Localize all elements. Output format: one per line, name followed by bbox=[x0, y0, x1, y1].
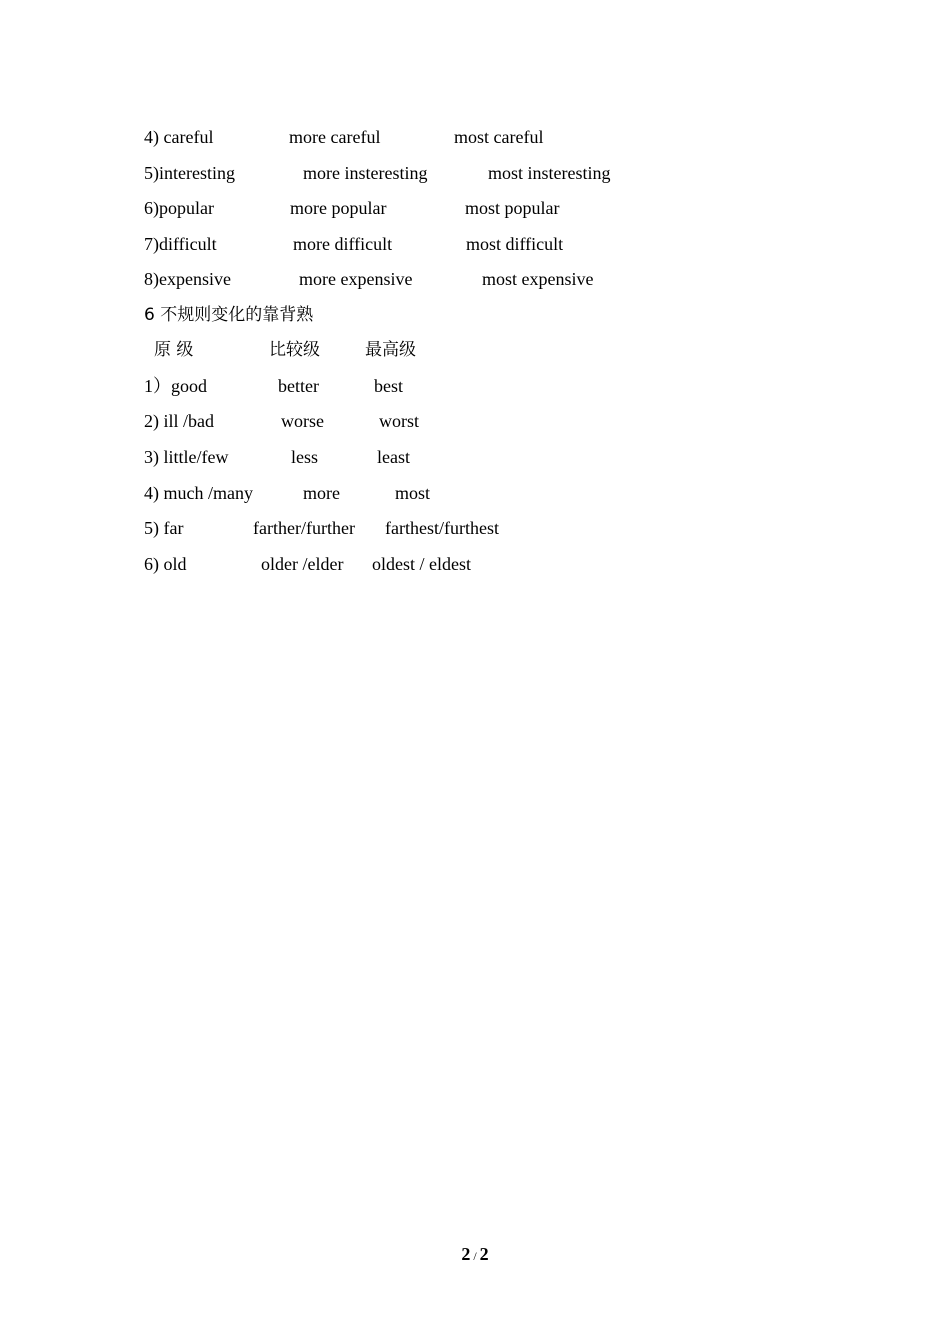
superlative-form: best bbox=[374, 376, 403, 396]
irregular-row bbox=[0, 480, 950, 506]
superlative-form: worst bbox=[379, 411, 419, 431]
irregular-row bbox=[0, 373, 950, 399]
comparative-form: better bbox=[278, 376, 319, 396]
regular-row bbox=[0, 160, 950, 186]
regular-row bbox=[0, 266, 950, 292]
base-form: 8)expensive bbox=[144, 269, 231, 289]
base-form: 4) careful bbox=[144, 127, 214, 147]
column-header-row bbox=[0, 337, 950, 363]
base-form: 4) much /many bbox=[144, 483, 253, 503]
page-number bbox=[0, 1242, 950, 1268]
base-form: 3) little/few bbox=[144, 447, 229, 467]
superlative-form: most careful bbox=[454, 127, 544, 147]
comparative-form: more popular bbox=[290, 198, 387, 218]
comparative-form: less bbox=[291, 447, 318, 467]
base-form: 6) old bbox=[144, 554, 187, 574]
superlative-form: farthest/furthest bbox=[385, 518, 499, 538]
superlative-form: most insteresting bbox=[488, 163, 611, 183]
irregular-row bbox=[0, 551, 950, 577]
irregular-row bbox=[0, 444, 950, 470]
superlative-form: most difficult bbox=[466, 234, 564, 254]
current-page-number: 2 bbox=[461, 1244, 471, 1264]
regular-row bbox=[0, 195, 950, 221]
page-number-separator: / bbox=[473, 1249, 477, 1263]
superlative-form: most expensive bbox=[482, 269, 594, 289]
irregular-row bbox=[0, 408, 950, 434]
base-form: 5)interesting bbox=[144, 163, 235, 183]
regular-row bbox=[0, 124, 950, 150]
comparative-form: more careful bbox=[289, 127, 381, 147]
regular-row bbox=[0, 231, 950, 257]
base-form: 6)popular bbox=[144, 198, 214, 218]
superlative-form: most popular bbox=[465, 198, 560, 218]
comparative-form: older /elder bbox=[261, 554, 344, 574]
section-heading bbox=[0, 302, 950, 328]
comparative-form: worse bbox=[281, 411, 324, 431]
comparative-form: more expensive bbox=[299, 269, 413, 289]
total-pages-number: 2 bbox=[479, 1244, 489, 1264]
superlative-form: least bbox=[377, 447, 410, 467]
comparative-form: more bbox=[303, 483, 340, 503]
comparative-column-header: 比较级 bbox=[269, 340, 320, 360]
base-form: 7)difficult bbox=[144, 234, 217, 254]
comparative-form: more difficult bbox=[293, 234, 393, 254]
irregular-row bbox=[0, 515, 950, 541]
base-column-header: 原 级 bbox=[154, 340, 194, 360]
superlative-form: most bbox=[395, 483, 431, 503]
section-heading-text: 6 不规则变化的靠背熟 bbox=[144, 305, 314, 325]
base-form: 5) far bbox=[144, 518, 184, 538]
comparative-form: farther/further bbox=[253, 518, 355, 538]
comparative-form: more insteresting bbox=[303, 163, 428, 183]
superlative-column-header: 最高级 bbox=[365, 340, 416, 360]
base-form: 2) ill /bad bbox=[144, 411, 214, 431]
base-form: 1）good bbox=[144, 376, 207, 396]
superlative-form: oldest / eldest bbox=[372, 554, 471, 574]
